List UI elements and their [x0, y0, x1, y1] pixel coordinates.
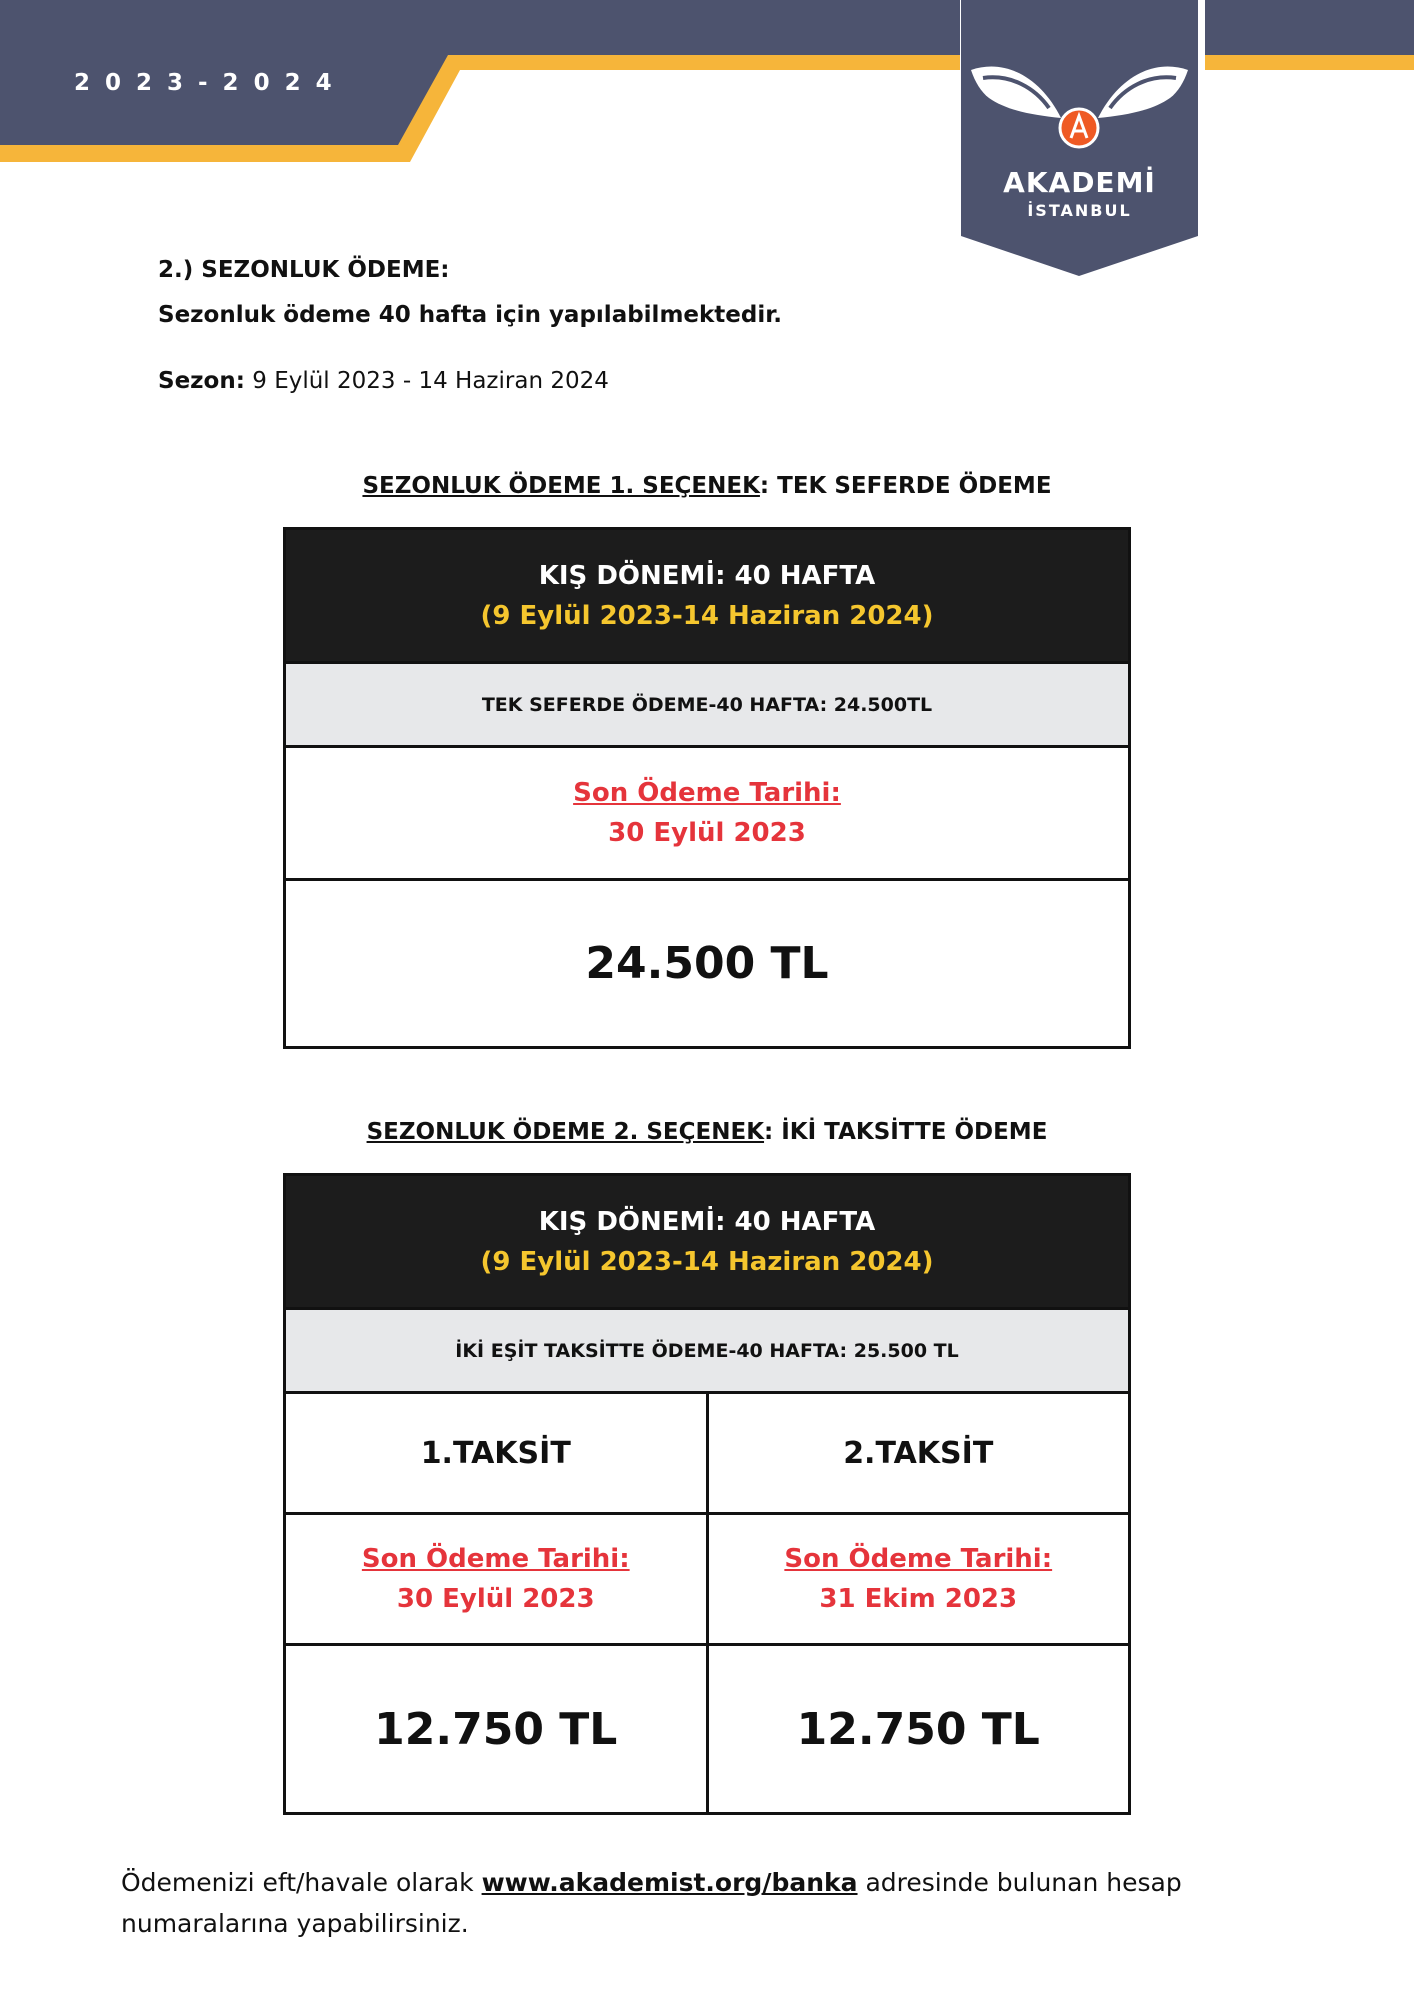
option1-title-underlined: SEZONLUK ÖDEME 1. SEÇENEK: [362, 473, 760, 499]
logo-line-1: AKADEMİ: [1003, 166, 1156, 199]
option2-title: [0, 1119, 1414, 1145]
installment-1-deadline-date: 30 Eylül 2023: [396, 1584, 595, 1614]
installment-2-deadline-label: Son Ödeme Tarihi:: [784, 1544, 1053, 1574]
option1-summary: TEK SEFERDE ÖDEME-40 HAFTA: 24.500TL: [286, 664, 1128, 748]
installment-2-deadline: [706, 1515, 1129, 1643]
installment-amounts-row: [286, 1646, 1128, 1812]
installment-names-row: [286, 1394, 1128, 1515]
option1-deadline: [286, 748, 1128, 881]
section-heading: 2.) SEZONLUK ÖDEME:: [158, 257, 450, 283]
akademi-logo: [961, 0, 1198, 276]
option2-summary: İKİ EŞİT TAKSİTTE ÖDEME-40 HAFTA: 25.500 TL: [286, 1310, 1128, 1394]
installment-1-name: 1.TAKSİT: [420, 1435, 571, 1471]
option1-deadline-date: 30 Eylül 2023: [608, 818, 806, 848]
installment-1-amount: 12.750 TL: [374, 1703, 618, 1755]
section-subheading: Sezonluk ödeme 40 hafta için yapılabilmektedir.: [158, 302, 783, 328]
footer-text-before: Ödemenizi eft/havale olarak: [121, 1868, 482, 1897]
installment-2-name: 2.TAKSİT: [706, 1394, 1129, 1512]
season-value: 9 Eylül 2023 - 14 Haziran 2024: [244, 368, 609, 394]
option2-title-rest: : İKİ TAKSİTTE ÖDEME: [764, 1119, 1048, 1145]
footer-text-after: adresinde bulunan hesap numaralarına yapabilirsiniz.: [121, 1868, 1182, 1938]
year-range: 2023-2024: [74, 70, 347, 96]
option1-table-header: [286, 530, 1128, 664]
option1-header-line2: (9 Eylül 2023-14 Haziran 2024): [480, 600, 934, 631]
season-label: Sezon:: [158, 368, 245, 394]
installment-2-amount: 12.750 TL: [706, 1646, 1129, 1812]
bank-link[interactable]: www.akademist.org/banka: [481, 1868, 858, 1897]
logo-line-2: İSTANBUL: [1027, 201, 1132, 220]
installment-1-deadline: [286, 1515, 706, 1643]
option1-title-rest: : TEK SEFERDE ÖDEME: [759, 473, 1052, 499]
installment-1-deadline-label: Son Ödeme Tarihi:: [361, 1544, 630, 1574]
option2-header-line1: KIŞ DÖNEMİ: 40 HAFTA: [538, 1206, 876, 1237]
option1-amount: 24.500 TL: [585, 938, 829, 989]
option2-table: [283, 1173, 1131, 1815]
footer-note: [121, 1862, 1301, 1944]
option2-header-line2: (9 Eylül 2023-14 Haziran 2024): [480, 1246, 934, 1277]
option1-title: [0, 473, 1414, 499]
installment-2-deadline-date: 31 Ekim 2023: [819, 1584, 1018, 1614]
season-line: [158, 366, 1158, 396]
option1-header-line1: KIŞ DÖNEMİ: 40 HAFTA: [538, 560, 876, 591]
option2-table-header: [286, 1176, 1128, 1310]
option1-table: [283, 527, 1131, 1049]
option2-title-underlined: SEZONLUK ÖDEME 2. SEÇENEK: [366, 1119, 765, 1145]
option1-deadline-label: Son Ödeme Tarihi:: [573, 778, 841, 808]
installment-deadlines-row: [286, 1515, 1128, 1646]
